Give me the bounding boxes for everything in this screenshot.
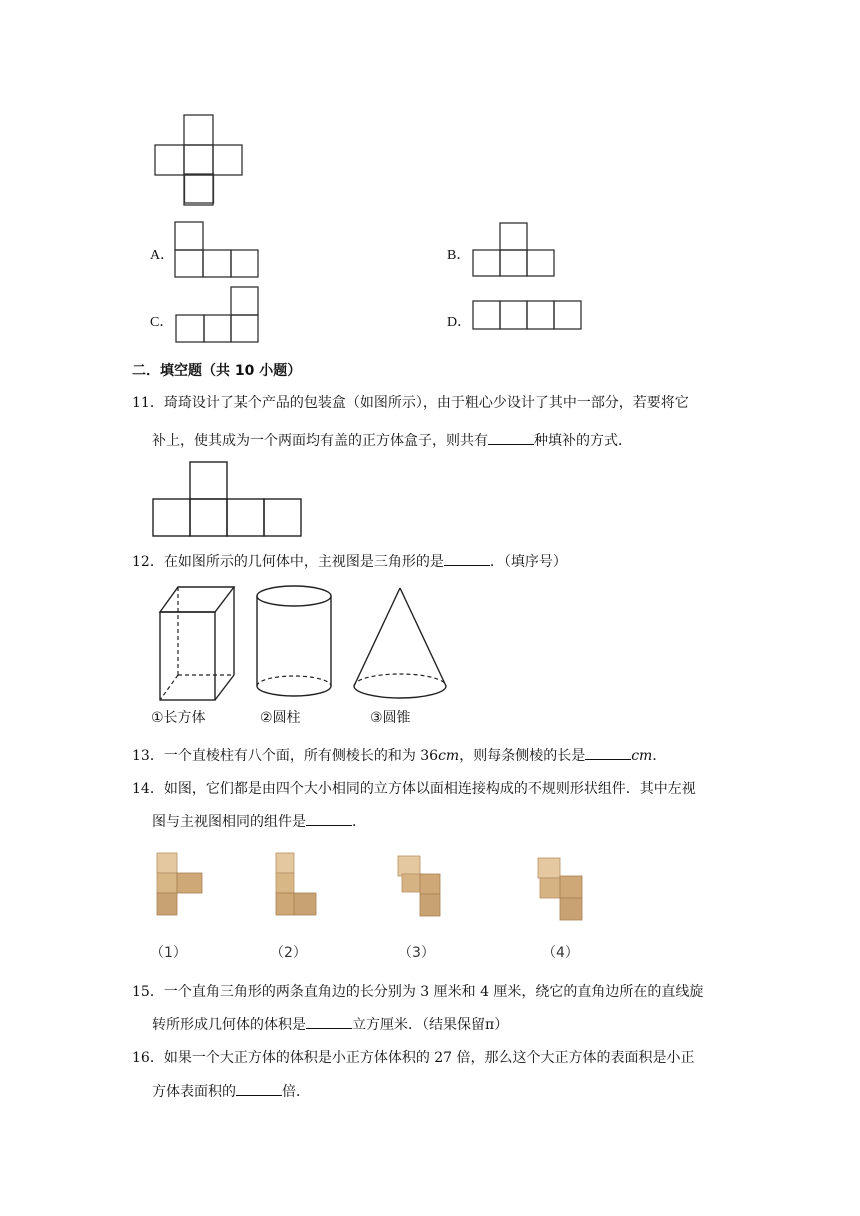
cube-component-1 [152,852,208,918]
cube-component-4 [532,852,592,924]
option-a-label: A． [150,248,175,263]
q13-answer-blank[interactable] [585,745,631,760]
q12-text-after-blank: ．（填序号） [489,554,567,570]
q13-question [132,745,666,766]
cone-figure [350,584,450,704]
q10-cross-net-bottom [184,173,216,204]
q16-answer-blank[interactable] [236,1081,282,1096]
q16-text-before-blank: 方体表面积的 [152,1084,236,1100]
option-a-net-figure [174,221,260,279]
cylinder-figure [253,584,339,702]
q14-line1: 14．如图，它们都是由四个大小相同的立方体以面相连接构成的不规则形状组件．其中左视 [132,781,696,797]
q15-line1: 15．一个直角三角形的两条直角边的长分别为 3 厘米和 4 厘米，绕它的直角边所在的直线旋 [132,984,704,1000]
caption-cone: ③圆锥 [370,710,411,726]
q13-text-b: ，则每条侧棱的长是 [459,748,586,764]
q12-text-before-blank: 12．在如图所示的几何体中，主视图是三角形的是 [132,554,444,570]
option-d-net-figure [472,300,584,332]
caption-cuboid: ①长方体 [151,710,206,726]
cube-caption-2: （2） [270,945,307,961]
q15-text-before-blank: 转所形成几何体的体积是 [152,1017,306,1033]
option-c-net-figure [175,286,261,344]
cuboid-figure [150,584,240,706]
q12-answer-blank[interactable] [444,551,490,566]
cube-caption-3: （3） [398,945,435,961]
cube-component-2 [270,852,326,918]
caption-cylinder: ②圆柱 [260,710,301,726]
q14-answer-blank[interactable] [306,811,352,826]
q16-text-after-blank: 倍． [282,1084,310,1100]
q11-text-after-blank: 种填补的方式． [534,433,632,449]
q13-unit-1: cm [438,748,460,764]
q11-line1: 11．琦琦设计了某个产品的包装盒（如图所示），由于粗心少设计了其中一部分，若要将它 [132,395,689,411]
cube-component-3 [394,852,450,922]
q10-cross-net-figure [150,112,250,178]
q14-text-before-blank: 图与主视图相同的组件是 [152,814,306,830]
q13-text-a: 13．一个直棱柱有八个面，所有侧棱长的和为 36 [132,748,439,764]
q11-answer-blank[interactable] [488,430,534,445]
q14-text-after-blank: ． [352,814,366,830]
option-b-label: B． [447,248,471,263]
option-c-label: C． [150,315,174,330]
q15-text-after-blank: 立方厘米．（结果保留π） [352,1017,509,1033]
q13-text-c: ． [652,748,667,764]
cube-caption-4: （4） [542,945,579,961]
q15-answer-blank[interactable] [306,1014,352,1029]
cube-caption-1: （1） [150,945,187,961]
q12-question [132,551,567,572]
q13-unit-2: cm [631,748,653,764]
q15-line2 [152,1014,508,1035]
q16-line2 [152,1081,310,1102]
q14-line2 [152,811,366,832]
section-title: 二．填空题（共 10 小题） [132,363,302,379]
option-b-net-figure [472,222,556,278]
q11-net-figure [151,460,305,540]
q11-text-before-blank: 补上，使其成为一个两面均有盖的正方体盒子，则共有 [152,433,488,449]
q11-line2 [152,430,632,451]
q16-line1: 16．如果一个大正方体的体积是小正方体体积的 27 倍，那么这个大正方体的表面积是小正 [132,1050,695,1066]
option-d-label: D． [447,315,472,330]
